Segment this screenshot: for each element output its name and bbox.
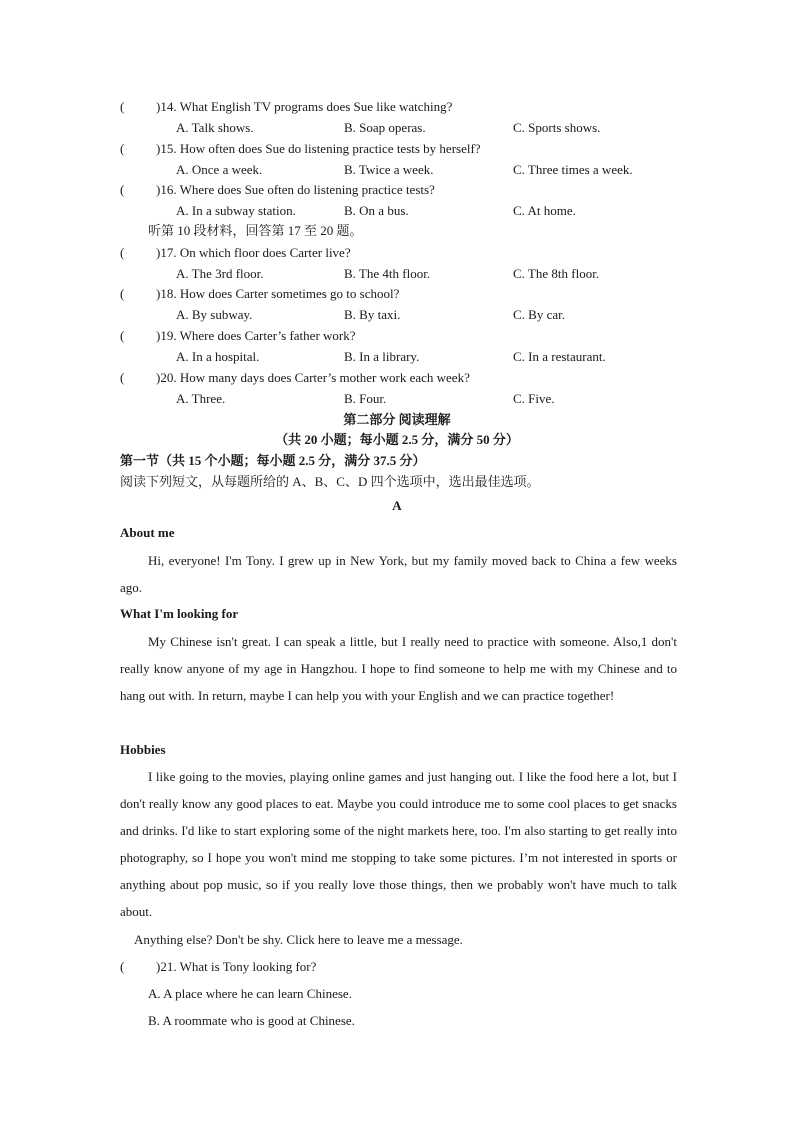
answer-blank[interactable]: ( — [120, 182, 125, 197]
paragraph-looking-for: My Chinese isn't great. I can speak a little, but I really need to practice with someone. Also,1 don't really know anyone of my age in Hangzhou. I hope to find someone to help me with my Chinese and to hang out with. In return, maybe I can help you with your English and we can practice together! — [120, 634, 677, 703]
options-17 — [176, 265, 696, 283]
option-b: B. In a library. — [344, 349, 420, 364]
option-c: C. Five. — [513, 391, 555, 406]
options-19 — [176, 348, 696, 366]
options-20 — [176, 390, 696, 408]
option-c: C. Three times a week. — [513, 162, 633, 177]
question-text: 19. Where does Carter’s father work? — [160, 328, 356, 343]
question-text: 16. Where does Sue often do listening practice tests? — [160, 182, 435, 197]
instructions: 阅读下列短文，从每题所给的 A、B、C、D 四个选项中，选出最佳选项。 — [120, 474, 540, 489]
answer-blank[interactable]: ( — [120, 141, 125, 156]
answer-blank[interactable]: ( — [120, 245, 125, 260]
passage-label: A — [392, 498, 402, 513]
question-17: ( )17. On which floor does Carter live? — [120, 245, 351, 260]
heading-about-me: About me — [120, 525, 175, 540]
option-b: B. By taxi. — [344, 307, 401, 322]
answer-blank[interactable]: ( — [120, 328, 125, 343]
question-18: ( )18. How does Carter sometimes go to school? — [120, 286, 400, 301]
option-a: A. A place where he can learn Chinese. — [148, 986, 352, 1001]
option-a: A. The 3rd floor. — [176, 266, 264, 281]
option-a: A. Three. — [176, 391, 226, 406]
paragraph-anything-else: Anything else? Don't be shy. Click here to leave me a message. — [134, 932, 463, 947]
question-21: ( )21. What is Tony looking for? — [120, 959, 317, 974]
option-a: A. By subway. — [176, 307, 253, 322]
options-18 — [176, 306, 696, 324]
question-20: ( )20. How many days does Carter’s mother work each week? — [120, 370, 470, 385]
question-text: 18. How does Carter sometimes go to school? — [160, 286, 400, 301]
option-b: B. Twice a week. — [344, 162, 434, 177]
option-b: B. Four. — [344, 391, 387, 406]
question-text: 21. What is Tony looking for? — [160, 959, 317, 974]
heading-hobbies: Hobbies — [120, 742, 166, 757]
question-text: 14. What English TV programs does Sue like watching? — [160, 99, 453, 114]
listening-note: 听第 10 段材料，回答第 17 至 20 题。 — [148, 223, 363, 238]
part2-subtitle: （共 20 小题；每小题 2.5 分，满分 50 分） — [275, 432, 519, 447]
answer-blank[interactable]: ( — [120, 99, 125, 114]
option-c: C. Sports shows. — [513, 120, 601, 135]
option-a: A. Once a week. — [176, 162, 263, 177]
options-14 — [176, 119, 696, 137]
question-16: ( )16. Where does Sue often do listening practice tests? — [120, 182, 435, 197]
options-16 — [176, 202, 696, 220]
option-b: B. Soap operas. — [344, 120, 426, 135]
paragraph-about-me: Hi, everyone! I'm Tony. I grew up in New York, but my family moved back to China a few weeks ago. — [120, 553, 677, 595]
answer-blank[interactable]: ( — [120, 959, 125, 974]
answer-blank[interactable]: ( — [120, 370, 125, 385]
question-15: ( )15. How often does Sue do listening practice tests by herself? — [120, 141, 481, 156]
options-15 — [176, 161, 696, 179]
heading-looking-for: What I'm looking for — [120, 606, 239, 621]
question-14: ( )14. What English TV programs does Sue like watching? — [120, 99, 453, 114]
option-b: B. A roommate who is good at Chinese. — [148, 1013, 355, 1028]
option-c: C. At home. — [513, 203, 576, 218]
option-a: A. Talk shows. — [176, 120, 254, 135]
question-text: 20. How many days does Carter’s mother work each week? — [160, 370, 470, 385]
option-b: B. On a bus. — [344, 203, 409, 218]
part2-title: 第二部分 阅读理解 — [343, 412, 451, 427]
option-a: A. In a hospital. — [176, 349, 260, 364]
question-19: ( )19. Where does Carter’s father work? — [120, 328, 356, 343]
option-c: C. By car. — [513, 307, 565, 322]
option-a: A. In a subway station. — [176, 203, 296, 218]
option-c: C. In a restaurant. — [513, 349, 606, 364]
paragraph-hobbies: I like going to the movies, playing online games and just hanging out. I like the food here a lot, but I don't really know any good places to eat. Maybe you could introduce me to some cool places to get snacks and drinks. I'd like to start exploring some of the night markets here, too. I'm also starting to get really into photography, so I hope you won't mind me stopping to take some pictures. I’m not interested in sports or anything about pop music, so if you really love those things, then we probably won't have much to talk about. — [120, 769, 677, 919]
question-text: 15. How often does Sue do listening practice tests by herself? — [160, 141, 481, 156]
answer-blank[interactable]: ( — [120, 286, 125, 301]
question-text: 17. On which floor does Carter live? — [160, 245, 351, 260]
option-b: B. The 4th floor. — [344, 266, 431, 281]
option-c: C. The 8th floor. — [513, 266, 600, 281]
section1-title: 第一节（共 15 个小题；每小题 2.5 分，满分 37.5 分） — [120, 453, 426, 468]
